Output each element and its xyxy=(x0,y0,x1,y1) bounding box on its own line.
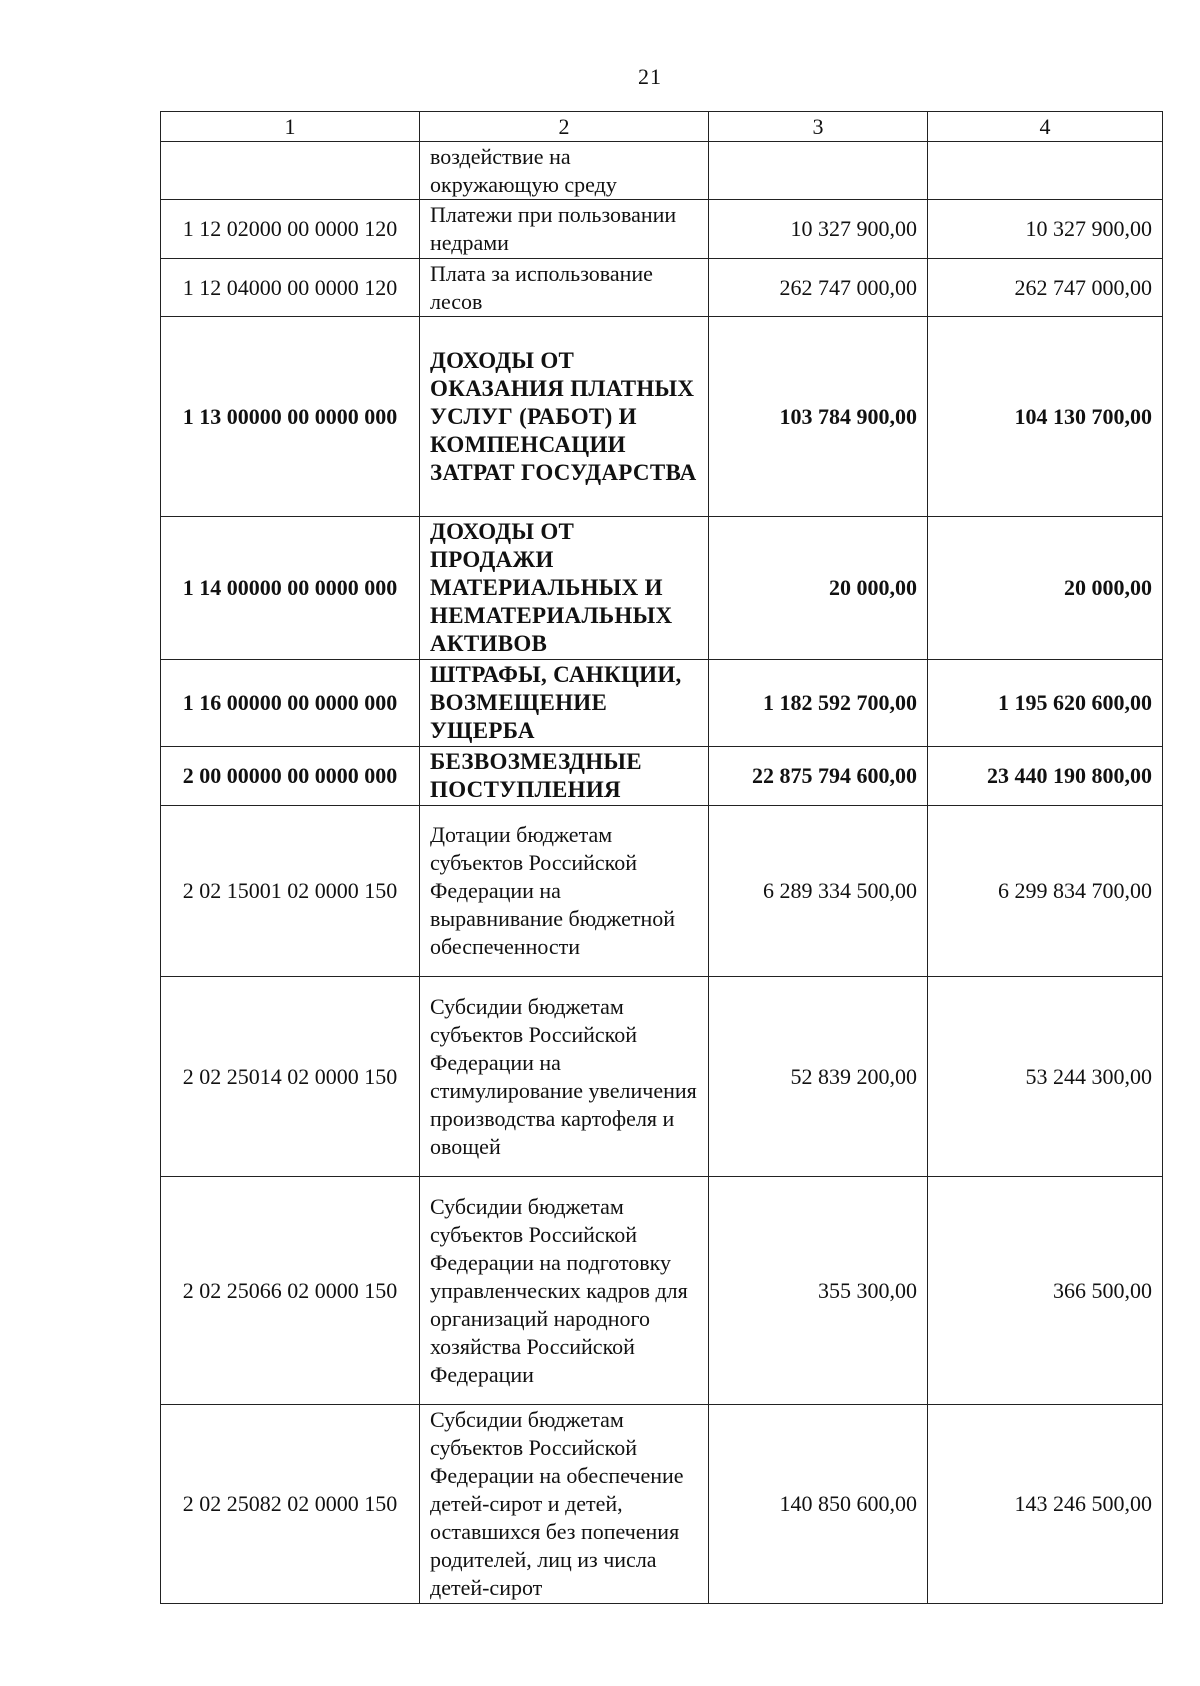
column-header-4: 4 xyxy=(928,112,1163,142)
table-row xyxy=(161,747,1163,806)
row-value-col3: 355 300,00 xyxy=(709,1177,928,1405)
column-header-2: 2 xyxy=(420,112,709,142)
row-value-col3: 1 182 592 700,00 xyxy=(709,660,928,747)
row-value-col4: 6 299 834 700,00 xyxy=(928,806,1163,977)
table-row xyxy=(161,660,1163,747)
table-row xyxy=(161,317,1163,517)
row-name: Дотации бюджетам субъектов Российской Федерации на выравнивание бюджетной обеспеченности xyxy=(420,806,709,977)
row-code: 1 16 00000 00 0000 000 xyxy=(161,660,420,747)
row-value-col3: 10 327 900,00 xyxy=(709,200,928,259)
budget-revenue-table xyxy=(160,111,1163,1604)
row-name: БЕЗВОЗМЕЗДНЫЕ ПОСТУПЛЕНИЯ xyxy=(420,747,709,806)
row-value-col3: 262 747 000,00 xyxy=(709,259,928,317)
row-code: 1 14 00000 00 0000 000 xyxy=(161,517,420,660)
row-name: ДОХОДЫ ОТ ПРОДАЖИ МАТЕРИАЛЬНЫХ И НЕМАТЕРИАЛЬНЫХ АКТИВОВ xyxy=(420,517,709,660)
table-row xyxy=(161,1177,1163,1405)
row-value-col3: 52 839 200,00 xyxy=(709,977,928,1177)
row-name: Плата за использование лесов xyxy=(420,259,709,317)
row-value-col4: 143 246 500,00 xyxy=(928,1405,1163,1604)
row-code: 2 02 25082 02 0000 150 xyxy=(161,1405,420,1604)
row-name: воздействие на окружающую среду xyxy=(420,142,709,200)
row-code: 2 02 15001 02 0000 150 xyxy=(161,806,420,977)
row-value-col3: 22 875 794 600,00 xyxy=(709,747,928,806)
table-row xyxy=(161,977,1163,1177)
row-code: 2 02 25014 02 0000 150 xyxy=(161,977,420,1177)
row-value-col3: 6 289 334 500,00 xyxy=(709,806,928,977)
row-value-col3: 103 784 900,00 xyxy=(709,317,928,517)
column-header-1: 1 xyxy=(161,112,420,142)
row-code xyxy=(161,142,420,200)
table-body xyxy=(161,142,1163,1604)
row-value-col4: 23 440 190 800,00 xyxy=(928,747,1163,806)
table-row xyxy=(161,259,1163,317)
row-code: 2 00 00000 00 0000 000 xyxy=(161,747,420,806)
row-value-col4: 1 195 620 600,00 xyxy=(928,660,1163,747)
row-value-col3: 20 000,00 xyxy=(709,517,928,660)
row-name: Субсидии бюджетам субъектов Российской Федерации на подготовку управленческих кадров для организаций народного хозяйства Российской Федерации xyxy=(420,1177,709,1405)
row-code: 1 13 00000 00 0000 000 xyxy=(161,317,420,517)
row-name: Субсидии бюджетам субъектов Российской Федерации на стимулирование увеличения производства картофеля и овощей xyxy=(420,977,709,1177)
row-value-col4: 53 244 300,00 xyxy=(928,977,1163,1177)
row-name: Субсидии бюджетам субъектов Российской Федерации на обеспечение детей-сирот и детей, оставшихся без попечения родителей, лиц из числа детей-сирот xyxy=(420,1405,709,1604)
table-row xyxy=(161,142,1163,200)
row-value-col3: 140 850 600,00 xyxy=(709,1405,928,1604)
table-row xyxy=(161,1405,1163,1604)
row-value-col4: 366 500,00 xyxy=(928,1177,1163,1405)
table-header-row xyxy=(161,112,1163,142)
table-row xyxy=(161,200,1163,259)
table-row xyxy=(161,517,1163,660)
row-name: Платежи при пользовании недрами xyxy=(420,200,709,259)
row-code: 1 12 02000 00 0000 120 xyxy=(161,200,420,259)
row-value-col4 xyxy=(928,142,1163,200)
row-name: ШТРАФЫ, САНКЦИИ, ВОЗМЕЩЕНИЕ УЩЕРБА xyxy=(420,660,709,747)
row-value-col4: 104 130 700,00 xyxy=(928,317,1163,517)
row-name: ДОХОДЫ ОТ ОКАЗАНИЯ ПЛАТНЫХ УСЛУГ (РАБОТ) И КОМПЕНСАЦИИ ЗАТРАТ ГОСУДАРСТВА xyxy=(420,317,709,517)
row-value-col4: 20 000,00 xyxy=(928,517,1163,660)
row-value-col3 xyxy=(709,142,928,200)
row-code: 2 02 25066 02 0000 150 xyxy=(161,1177,420,1405)
row-value-col4: 10 327 900,00 xyxy=(928,200,1163,259)
column-header-3: 3 xyxy=(709,112,928,142)
page-number: 21 xyxy=(638,64,662,89)
row-value-col4: 262 747 000,00 xyxy=(928,259,1163,317)
table-row xyxy=(161,806,1163,977)
row-code: 1 12 04000 00 0000 120 xyxy=(161,259,420,317)
